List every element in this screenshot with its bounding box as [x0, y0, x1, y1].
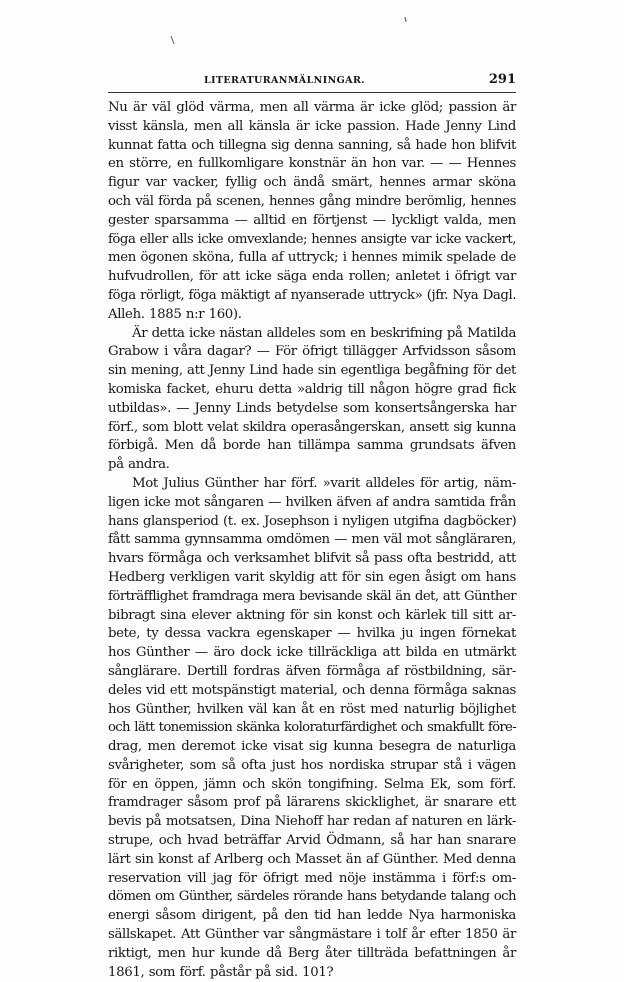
text-line: Alleh. 1885 n:r 160).: [108, 306, 242, 322]
text-line: svårigheter, som så ofta just hos nordiska strupar stå i vägen: [108, 757, 516, 773]
text-line: förbigå. Men då borde han tillämpa samma grundsats äfven: [108, 438, 516, 454]
text-line: bevis på motsatsen, Dina Niehoff har redan af naturen en lärk-: [108, 814, 516, 830]
text-line: föga rörligt, föga mäktigt af nyanserade uttryck» (jfr. Nya Dagl.: [108, 287, 517, 303]
text-line: hans glansperiod (t. ex. Josephson i nyligen utgifna dagböcker): [108, 513, 517, 529]
text-line: Mot Julius Günther har förf. »varit alldeles för artig, näm-: [132, 475, 516, 491]
text-line: en större, en fullkomligare konstnär än hon var. — — Hennes: [108, 156, 516, 172]
text-line: och väl förda på scenen, hennes gång mindre berömlig, hennes: [108, 193, 516, 209]
text-line: strupe, och hvad beträffar Arvid Ödmann, så har han snarare: [108, 833, 516, 849]
text-line: Hedberg verkligen varit skyldig att för sin egen åsigt om hans: [108, 569, 516, 585]
text-line: sällskapet. Att Günther var sångmästare i tolf år efter 1850 är: [108, 927, 516, 943]
text-line: förträfflighet framdraga mera bevisande skäl än det, att Günther: [108, 588, 516, 604]
text-line: på andra.: [108, 457, 170, 473]
text-line: hos Günther, hvilken väl kan åt en röst med naturlig böjlighet: [108, 701, 516, 717]
text-line: Nu är väl glöd värma, men all värma är icke glöd; passion är: [108, 100, 516, 115]
text-line: och lätt tonemission skänka koloraturfärdighet och smakfullt före-: [108, 720, 516, 736]
body-text: [108, 99, 516, 982]
text-line: men ögonen sköna, fulla af uttryck; i hennes mimik spelade de: [108, 250, 516, 266]
text-line: ligen icke mot sångaren — hvilken äfven af andra samtida från: [108, 494, 516, 510]
text-line: komiska facket, ehuru detta »aldrig till någon högre grad fick: [108, 381, 516, 397]
text-line: Grabow i våra dagar? — För öfrigt tillägger Arfvidsson såsom: [108, 344, 516, 360]
text-line: energi såsom dirigent, på den tid han ledde Nya harmoniska: [108, 908, 516, 924]
text-line: dömen om Günther, särdeles rörande hans betydande talang och: [108, 889, 516, 905]
text-line: hufvudrollen, för att icke säga enda rollen; anletet i öfrigt var: [108, 269, 516, 285]
text-line: föga eller alls icke omvexlande; hennes ansigte var icke vackert,: [108, 231, 516, 247]
text-line: bibragt sina elever aktning för sin konst och kärlek till sitt ar-: [108, 607, 516, 623]
text-line: för en öppen, jämn och skön tongifning. Selma Ek, som förf.: [108, 776, 516, 792]
running-header: [108, 74, 516, 92]
scan-speck: [405, 17, 406, 22]
header-rule: [108, 92, 516, 93]
text-line: förf., som blott velat skildra operasångerskan, ansett sig kunna: [108, 419, 516, 435]
scan-speck: [171, 36, 174, 44]
text-line: reservation vill jag för öfrigt med nöje instämma i förf:s om-: [108, 870, 516, 886]
text-line: fått samma gynnsamma omdömen — men väl mot sångläraren,: [108, 532, 516, 548]
text-line: deles vid ett motspänstigt material, och denna förmåga saknas: [108, 682, 516, 698]
text-line: hvars förmåga och verksamhet blifvit så pass ofta bestridd, att: [108, 551, 516, 567]
page-number: 291: [488, 72, 516, 87]
text-line: kunnat fatta och tillegna sig denna sanning, så hade hon blifvit: [108, 137, 516, 153]
text-line: drag, men deremot icke visat sig kunna besegra de naturliga: [108, 739, 516, 755]
running-title: LITERATURANMÄLNINGAR.: [204, 75, 365, 86]
text-line: framdrager såsom prof på lärarens skicklighet, är snarare ett: [108, 795, 516, 811]
text-line: sin mening, att Jenny Lind hade sin egentliga begåfning för det: [108, 363, 516, 379]
text-line: visst känsla, men all känsla är icke passion. Hade Jenny Lind: [108, 118, 516, 134]
text-line: figur var vacker, fyllig och ändå smärt, hennes armar sköna: [108, 175, 516, 191]
text-line: riktigt, men hur kunde då Berg åter tillträda befattningen år: [108, 945, 516, 961]
text-line: lärt sin konst af Arlberg och Masset än af Günther. Med denna: [108, 851, 516, 867]
text-line: 1861, som förf. påstår på sid. 101?: [108, 964, 334, 980]
text-line: sånglärare. Dertill fordras äfven förmåga af röstbildning, sär-: [108, 663, 516, 679]
text-line: bete, ty dessa vackra egenskaper — hvilka ju ingen förnekat: [108, 626, 516, 642]
text-line: utbildas». — Jenny Linds betydelse som konsertsångerska har: [108, 400, 516, 416]
text-line: hos Günther — äro dock icke tillräckliga att bilda en utmärkt: [108, 645, 516, 661]
text-line: gester sparsamma — alltid en förtjenst — lyckligt valda, men: [108, 212, 516, 228]
text-line: Är detta icke nästan alldeles som en beskrifning på Matilda: [132, 325, 516, 341]
